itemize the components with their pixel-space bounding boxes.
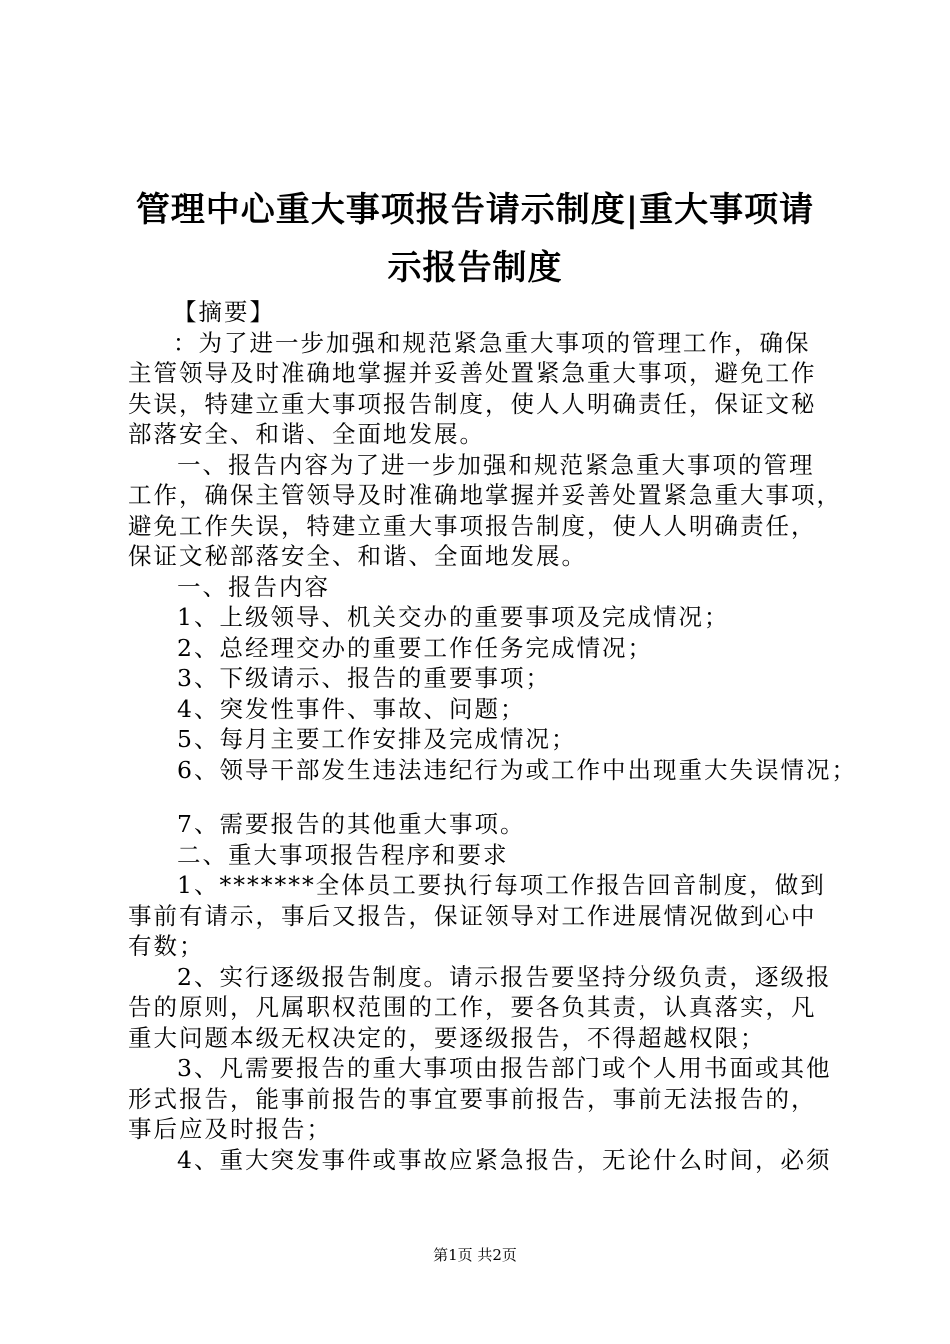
document-body [128,297,857,1175]
paragraph-line: 4、重大突发事件或事故应紧急报告，无论什么时间，必须 [177,1145,832,1174]
document-title-line-1: 管理中心重大事项报告请示制度|重大事项请 [135,190,815,230]
list-item: 1、上级领导、机关交办的重要事项及完成情况； [177,603,730,631]
paragraph-line: 工作，确保主管领导及时准确地掌握并妥善处置紧急重大事项， [128,481,842,509]
paragraph-line: 重大问题本级无权决定的，要逐级报告，不得超越权限； [128,1023,766,1052]
paragraph-line: 失误，特建立重大事项报告制度，使人人明确责任，保证文秘 [128,389,817,418]
paragraph-line: 3、凡需要报告的重大事项由报告部门或个人用书面或其他 [177,1054,832,1082]
list-item: 6、领导干部发生违法违纪行为或工作中出现重大失误情况； [177,755,857,784]
page-footer: 第1页 共2页 [433,1246,517,1264]
paragraph-line: 1、*******全体员工要执行每项工作报告回音制度，做到 [177,871,826,899]
paragraph-line: 形式报告，能事前报告的事宜要事前报告，事前无法报告的， [128,1084,817,1113]
abstract-heading: 【摘要】 [173,298,275,326]
document-title-line-2: 示报告制度 [387,248,563,288]
paragraph-line: ：为了进一步加强和规范紧急重大事项的管理工作，确保 [173,328,811,357]
section-heading: 二、重大事项报告程序和要求 [177,840,509,869]
paragraph-line: 避免工作失误，特建立重大事项报告制度，使人人明确责任， [128,511,817,540]
paragraph-line: 事前有请示，事后又报告，保证领导对工作进展情况做到心中 [128,901,817,930]
list-item: 4、突发性事件、事故、问题； [177,694,526,723]
list-item: 2、总经理交办的重要工作任务完成情况； [177,633,653,662]
list-item: 7、需要报告的其他重大事项。 [177,810,526,838]
paragraph-line: 有数； [128,932,205,960]
paragraph-line: 部落安全、和谐、全面地发展。 [128,420,485,448]
paragraph-line: 保证文秘部落安全、和谐、全面地发展。 [128,542,587,570]
list-item: 3、下级请示、报告的重要事项； [177,664,551,692]
list-item: 5、每月主要工作安排及完成情况； [177,725,577,753]
paragraph-line: 主管领导及时准确地掌握并妥善处置紧急重大事项，避免工作 [128,359,817,387]
paragraph-line: 一、报告内容为了进一步加强和规范紧急重大事项的管理 [177,450,815,479]
paragraph-line: 告的原则，凡属职权范围的工作，要各负其责，认真落实，凡 [128,993,817,1021]
paragraph-line: 事后应及时报告； [128,1115,332,1143]
section-heading: 一、报告内容 [177,572,330,601]
paragraph-line: 2、实行逐级报告制度。请示报告要坚持分级负责，逐级报 [177,962,832,991]
